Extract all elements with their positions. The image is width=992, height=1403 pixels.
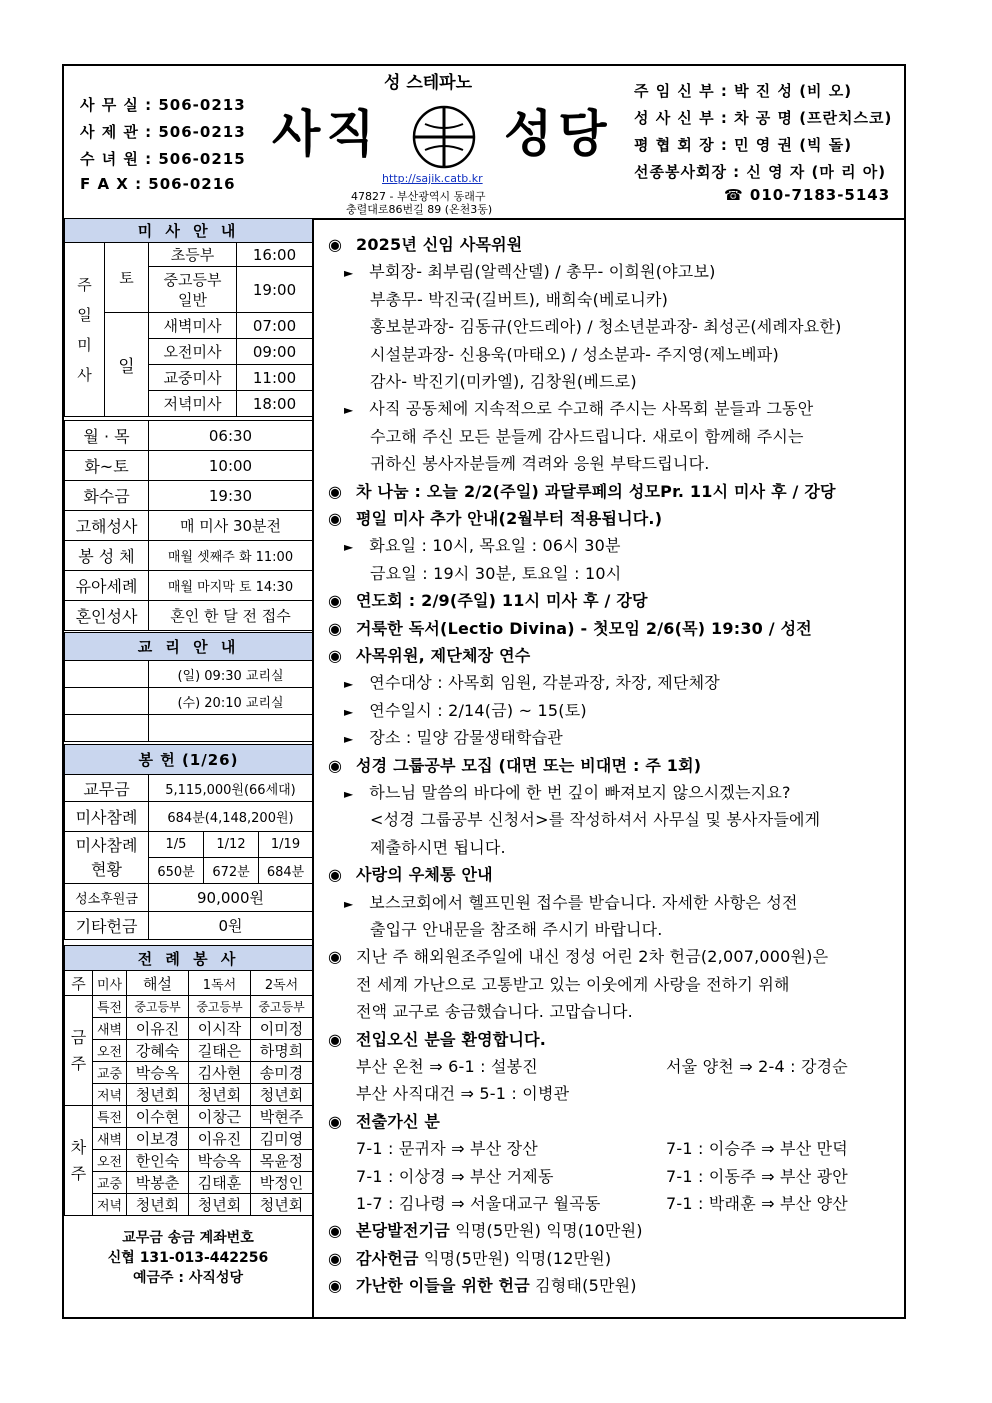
notice-title: 평일 미사 추가 안내(2월부터 적용됩니다.) [356,509,663,528]
transfer-entry: 7-1 : 이동주 ⇒ 부산 광안 [666,1166,848,1186]
account-line: 교무금 송금 계좌번호 [122,1230,254,1246]
sat-mass-time: 16:00 [237,243,313,267]
notice-text: <성경 그룹공부 신청서>를 작성하셔서 사무실 및 봉사자들에게 [370,810,821,830]
contact-convent: 수 녀 원 : 506-0215 [80,150,246,168]
header [64,66,904,220]
sun-mass-time: 07:00 [237,313,313,339]
offering-value: 90,000원 [149,884,313,912]
bullet-icon: ◉ [328,646,343,665]
notice-heading [328,1109,440,1132]
commentator: 중고등부 [127,996,189,1018]
sunday-mass-label: 주 일 미 사 [65,243,105,417]
transfer-row [328,1136,848,1159]
second-reader: 박현주 [251,1106,313,1128]
notice-heading [328,506,662,529]
bullet-icon: ◉ [328,1029,343,1049]
notice-title: 지난 주 해외원조주일에 내신 정성 어린 2차 헌금(2,007,000원)은 [356,947,829,967]
notice-text: 전액 교구로 송금했습니다. 고맙습니다. [356,1002,633,1022]
notice-text: 수고해 주신 모든 분들께 감사드립니다. 새로이 함께해 주시는 [370,426,804,446]
weekday-label: 화~토 [65,451,149,481]
commentator: 박승옥 [127,1062,189,1084]
transfer-row [328,1191,848,1214]
notice-title: 연도회 : 2/9(주일) 11시 미사 후 / 강당 [356,591,648,611]
mass-slot: 새벽 [93,1018,127,1040]
doctrine-row: (수) 20:10 교리실 [149,688,313,715]
notice-item [328,259,716,282]
mass-slot: 오전 [93,1150,127,1172]
sun-mass-name: 교중미사 [149,365,237,391]
first-reader: 길태은 [189,1040,251,1062]
arrow-bullet-icon: ► [344,896,354,911]
notice-item [328,698,587,721]
notice-text: 제출하시면 됩니다. [370,837,506,857]
mass-slot: 오전 [93,1040,127,1062]
bulletin-page [62,64,906,1319]
bullet-icon: ◉ [328,947,343,967]
bullet-icon: ◉ [328,509,343,528]
commentator: 청년회 [127,1194,189,1216]
notice-heading [328,753,701,776]
notice-text: 홍보분과장- 김동규(안드레아) / 청소년분과장- 최성곤(세례자요한) [370,317,842,337]
bullet-icon: ◉ [328,481,343,501]
weekday-time: 19:30 [149,481,313,511]
notice-text: 부총무- 박진국(길버트), 배희숙(베로니카) [370,289,669,309]
transfer-entry: 7-1 : 문귀자 ⇒ 부산 장산 [356,1139,538,1159]
offering-label: 기타헌금 [65,912,149,940]
doctrine-row: (일) 09:30 교리실 [149,661,313,688]
notice-heading [328,1273,637,1296]
parish-url-link[interactable]: http://sajik.catb.kr [382,172,483,185]
second-reader: 청년회 [251,1084,313,1106]
notice-text: 부회장- 최부림(알렉산델) / 총무- 이희원(야고보) [364,262,716,282]
arrow-bullet-icon: ► [344,787,354,801]
notice-heading [328,479,836,502]
doctrine-row [149,715,313,742]
staff-assistant-priest: 성 사 신 부 : 차 공 명 (프란치스코) [634,109,893,127]
transfer-entry: 부산 사직대건 ⇒ 5-1 : 이병관 [356,1084,570,1104]
church-logo-icon [411,104,477,170]
notice-continuation [328,917,663,940]
attendance-date: 1/19 [259,832,313,858]
notice-text: 연수일시 : 2/14(금) ~ 15(토) [364,700,587,720]
attendance-count: 684분 [259,858,313,884]
notice-continuation [328,807,820,830]
this-week-label: 금 주 [65,996,93,1106]
first-reader: 중고등부 [189,996,251,1018]
commentator: 이수현 [127,1106,189,1128]
attendance-count: 650분 [149,858,204,884]
arrow-bullet-icon: ► [344,403,354,418]
notice-heading [328,588,648,611]
mass-schedule-title: 미 사 안 내 [65,219,313,243]
staff-pastor: 주 임 신 부 : 박 진 성 (비 오) [634,82,853,100]
offering-value: 0원 [149,912,313,940]
notice-continuation [328,972,790,995]
sun-mass-time: 18:00 [237,391,313,417]
offering-title: 본당발전기금 [356,1221,450,1241]
notice-continuation [328,561,621,584]
second-reader: 박정인 [251,1172,313,1194]
weekday-time: 10:00 [149,451,313,481]
left-sidebar [64,218,314,1317]
liturgy-header: 주 [65,971,93,996]
attendance-date: 1/5 [149,832,204,858]
sacrament-label: 봉 성 체 [65,541,149,571]
next-week-label: 차 주 [65,1106,93,1216]
first-reader: 김태훈 [189,1172,251,1194]
attendance-status-label: 미사참례 현황 [65,832,149,884]
weekday-time: 06:30 [149,421,313,451]
commentator: 박봉춘 [127,1172,189,1194]
sun-mass-name: 저녁미사 [149,391,237,417]
title-right: 성당 [504,105,613,163]
notice-text: 귀하신 봉사자분들께 격려와 응원 부탁드립니다. [370,454,710,474]
first-reader: 김사현 [189,1062,251,1084]
doctrine-title: 교 리 안 내 [65,633,313,661]
second-reader: 송미경 [251,1062,313,1084]
contact-fax: F A X : 506-0216 [80,175,236,193]
sunday-label: 일 [105,313,149,417]
notice-text: 사직 공동체에 지속적으로 수고해 주시는 사목회 분들과 그동안 [364,399,814,419]
offering-title: 가난한 이들을 위한 헌금 [356,1276,530,1296]
sacrament-info: 매월 마지막 토 14:30 [149,571,313,601]
liturgy-header: 해설 [127,971,189,996]
notice-item [328,780,791,803]
liturgy-header: 1독서 [189,971,251,996]
offering-donors: 김형태(5만원) [535,1276,637,1296]
first-reader: 청년회 [189,1194,251,1216]
attendance-date: 1/12 [204,832,259,858]
transfer-entry: 7-1 : 이승주 ⇒ 부산 만덕 [666,1139,848,1159]
commentator: 청년회 [127,1084,189,1106]
address-line-2: 충렬대로86번길 89 (온천3동) [346,203,493,216]
notice-text: 장소 : 밀양 감물생태학습관 [364,728,563,748]
notice-text: 보스코회에서 헬프민원 접수를 받습니다. 자세한 사항은 성전 [364,892,798,912]
mass-slot: 특전 [93,1106,127,1128]
sun-mass-name: 오전미사 [149,339,237,365]
notice-text: 화요일 : 10시, 목요일 : 06시 30분 [364,536,621,556]
liturgy-table [64,945,313,1216]
offering-label: 성소후원금 [65,884,149,912]
notice-continuation [328,835,506,858]
offering-label: 미사참례 [65,802,149,832]
weekday-schedule-table [64,420,313,631]
notice-continuation [328,314,842,337]
notice-text: 시설분과장- 신용욱(마태오) / 성소분과- 주지영(제노베파) [370,344,779,364]
bullet-icon: ◉ [328,591,343,611]
notice-text: 전 세계 가난으로 고통받고 있는 이웃에게 사랑을 전하기 위해 [356,974,790,994]
second-reader: 하명희 [251,1040,313,1062]
title-left: 사직 [272,105,381,163]
mass-slot: 저녁 [93,1084,127,1106]
notice-text: 감사- 박진기(미카엘), 김창원(베드로) [370,372,637,391]
liturgy-header: 2독서 [251,971,313,996]
mass-slot: 새벽 [93,1128,127,1150]
mass-slot: 교중 [93,1062,127,1084]
notice-heading [328,643,530,666]
notice-continuation [328,999,633,1022]
offering-donors: 익명(5만원) 익명(10만원) [455,1221,643,1241]
mass-slot: 특전 [93,996,127,1018]
commentator: 한인숙 [127,1150,189,1172]
notice-heading [328,1027,546,1050]
notice-heading [328,1218,643,1241]
liturgy-title: 전 례 봉 사 [65,946,313,971]
bullet-icon: ◉ [328,1248,343,1268]
bullet-icon: ◉ [328,618,343,638]
bullet-icon: ◉ [328,1276,343,1296]
transfer-row [328,1164,848,1187]
notice-title: 사목위원, 제단체장 연수 [356,646,531,665]
offering-label: 교무금 [65,775,149,802]
bullet-icon: ◉ [328,235,343,254]
weekday-label: 월 · 목 [65,421,149,451]
offering-table [64,744,313,940]
transfer-entry: 부산 온천 ⇒ 6-1 : 설봉진 [356,1057,538,1076]
transfer-entry: 7-1 : 박래훈 ⇒ 부산 양산 [666,1194,848,1213]
mass-slot: 교중 [93,1172,127,1194]
sacrament-info: 매 미사 30분전 [149,511,313,541]
saturday-label: 토 [105,243,149,313]
notice-item [328,396,813,419]
sacrament-info: 매월 셋째주 화 11:00 [149,541,313,571]
notices-panel [316,218,904,1317]
staff-funeral-ministry: 선종봉사회장 : 신 영 자 (마 리 아) [634,163,887,181]
sacrament-info: 혼인 한 달 전 접수 [149,601,313,631]
contact-office: 사 무 실 : 506-0213 [80,96,246,114]
notice-heading [328,944,828,967]
offering-donors: 익명(5만원) 익명(12만원) [423,1248,612,1268]
bullet-icon: ◉ [328,1221,343,1241]
notice-continuation [328,424,804,447]
transfer-row [328,1081,666,1104]
notice-continuation [328,287,668,310]
sacrament-label: 혼인성사 [65,601,149,631]
sacrament-label: 유아세례 [65,571,149,601]
sat-mass-time: 19:00 [237,267,313,313]
notice-continuation [328,369,637,392]
commentator: 강혜숙 [127,1040,189,1062]
sun-mass-time: 11:00 [237,365,313,391]
bullet-icon: ◉ [328,755,343,775]
notice-text: 하느님 말씀의 바다에 한 번 깊이 빠져보지 않으시겠는지요? [364,783,791,802]
bullet-icon: ◉ [328,1111,343,1131]
contact-rectory: 사 제 관 : 506-0213 [80,123,246,141]
offering-title: 감사헌금 [356,1248,419,1268]
account-line: 예금주 : 사직성당 [132,1270,243,1286]
notice-title: 거룩한 독서(Lectio Divina) - 첫모임 2/6(목) 19:30 / 성전 [356,618,812,638]
offering-value: 5,115,000원(66세대) [149,775,313,802]
notice-text: 출입구 안내문을 참조해 주시기 바랍니다. [370,920,663,939]
first-reader: 박승옥 [189,1150,251,1172]
weekday-label: 화수금 [65,481,149,511]
second-reader: 청년회 [251,1194,313,1216]
second-reader: 중고등부 [251,996,313,1018]
phone-number: ☎ 010-7183-5143 [724,186,891,204]
liturgy-header: 미사 [93,971,127,996]
notice-title: 전출가신 분 [356,1111,441,1131]
transfer-entry: 7-1 : 이상경 ⇒ 부산 거제동 [356,1166,554,1186]
sun-mass-name: 새벽미사 [149,313,237,339]
second-reader: 이미정 [251,1018,313,1040]
sat-mass-name: 초등부 [149,243,237,267]
transfer-entry: 1-7 : 김나령 ⇒ 서울대교구 월곡동 [356,1194,601,1213]
arrow-bullet-icon: ► [344,266,354,281]
sacrament-label: 고해성사 [65,511,149,541]
notice-continuation [328,451,710,474]
second-reader: 김미영 [251,1128,313,1150]
mass-schedule-table [64,218,313,417]
bullet-icon: ◉ [328,865,343,885]
arrow-bullet-icon: ► [344,540,354,555]
sat-mass-name: 중고등부 일반 [149,267,237,313]
first-reader: 이창근 [189,1106,251,1128]
transfer-row [328,1054,848,1077]
notice-item [328,890,798,913]
offering-title: 봉 헌 (1/26) [65,745,313,775]
account-line: 신협 131-013-442256 [107,1250,269,1266]
first-reader: 청년회 [189,1084,251,1106]
notice-heading [328,616,812,639]
notice-item [328,725,563,748]
address-line-1: 47827 - 부산광역시 동래구 [351,190,486,203]
commentator: 이유진 [127,1018,189,1040]
arrow-bullet-icon: ► [344,732,354,747]
sun-mass-time: 09:00 [237,339,313,365]
notice-title: 2025년 신임 사목위원 [356,235,523,254]
notice-text: 금요일 : 19시 30분, 토요일 : 10시 [370,563,622,583]
notice-heading [328,862,493,885]
notice-item [328,533,621,556]
notice-title: 전입오신 분을 환영합니다. [356,1029,547,1049]
staff-council-president: 평 협 회 장 : 민 영 권 (빅 돌) [634,136,853,154]
parish-patron: 성 스테파노 [384,73,473,93]
arrow-bullet-icon: ► [344,677,354,692]
mass-slot: 저녁 [93,1194,127,1216]
transfer-entry: 서울 양천 ⇒ 2-4 : 강경순 [666,1057,848,1076]
notice-heading [328,232,522,255]
notice-continuation [328,342,779,365]
notice-item [328,670,720,693]
notice-title: 차 나눔 : 오늘 2/2(주일) 과달루페의 성모Pr. 11시 미사 후 / 강당 [356,481,836,501]
commentator: 이보경 [127,1128,189,1150]
notice-title: 성경 그룹공부 모집 (대면 또는 비대면 : 주 1회) [356,755,702,775]
notice-text: 연수대상 : 사목회 임원, 각분과장, 차장, 제단체장 [364,673,720,693]
first-reader: 이유진 [189,1128,251,1150]
first-reader: 이시작 [189,1018,251,1040]
second-reader: 목윤정 [251,1150,313,1172]
arrow-bullet-icon: ► [344,704,354,719]
notice-title: 사랑의 우체통 안내 [356,865,493,885]
attendance-count: 672분 [204,858,259,884]
account-info [64,1228,312,1288]
offering-value: 684분(4,148,200원) [149,802,313,832]
notice-heading [328,1246,611,1269]
doctrine-table [64,632,313,742]
